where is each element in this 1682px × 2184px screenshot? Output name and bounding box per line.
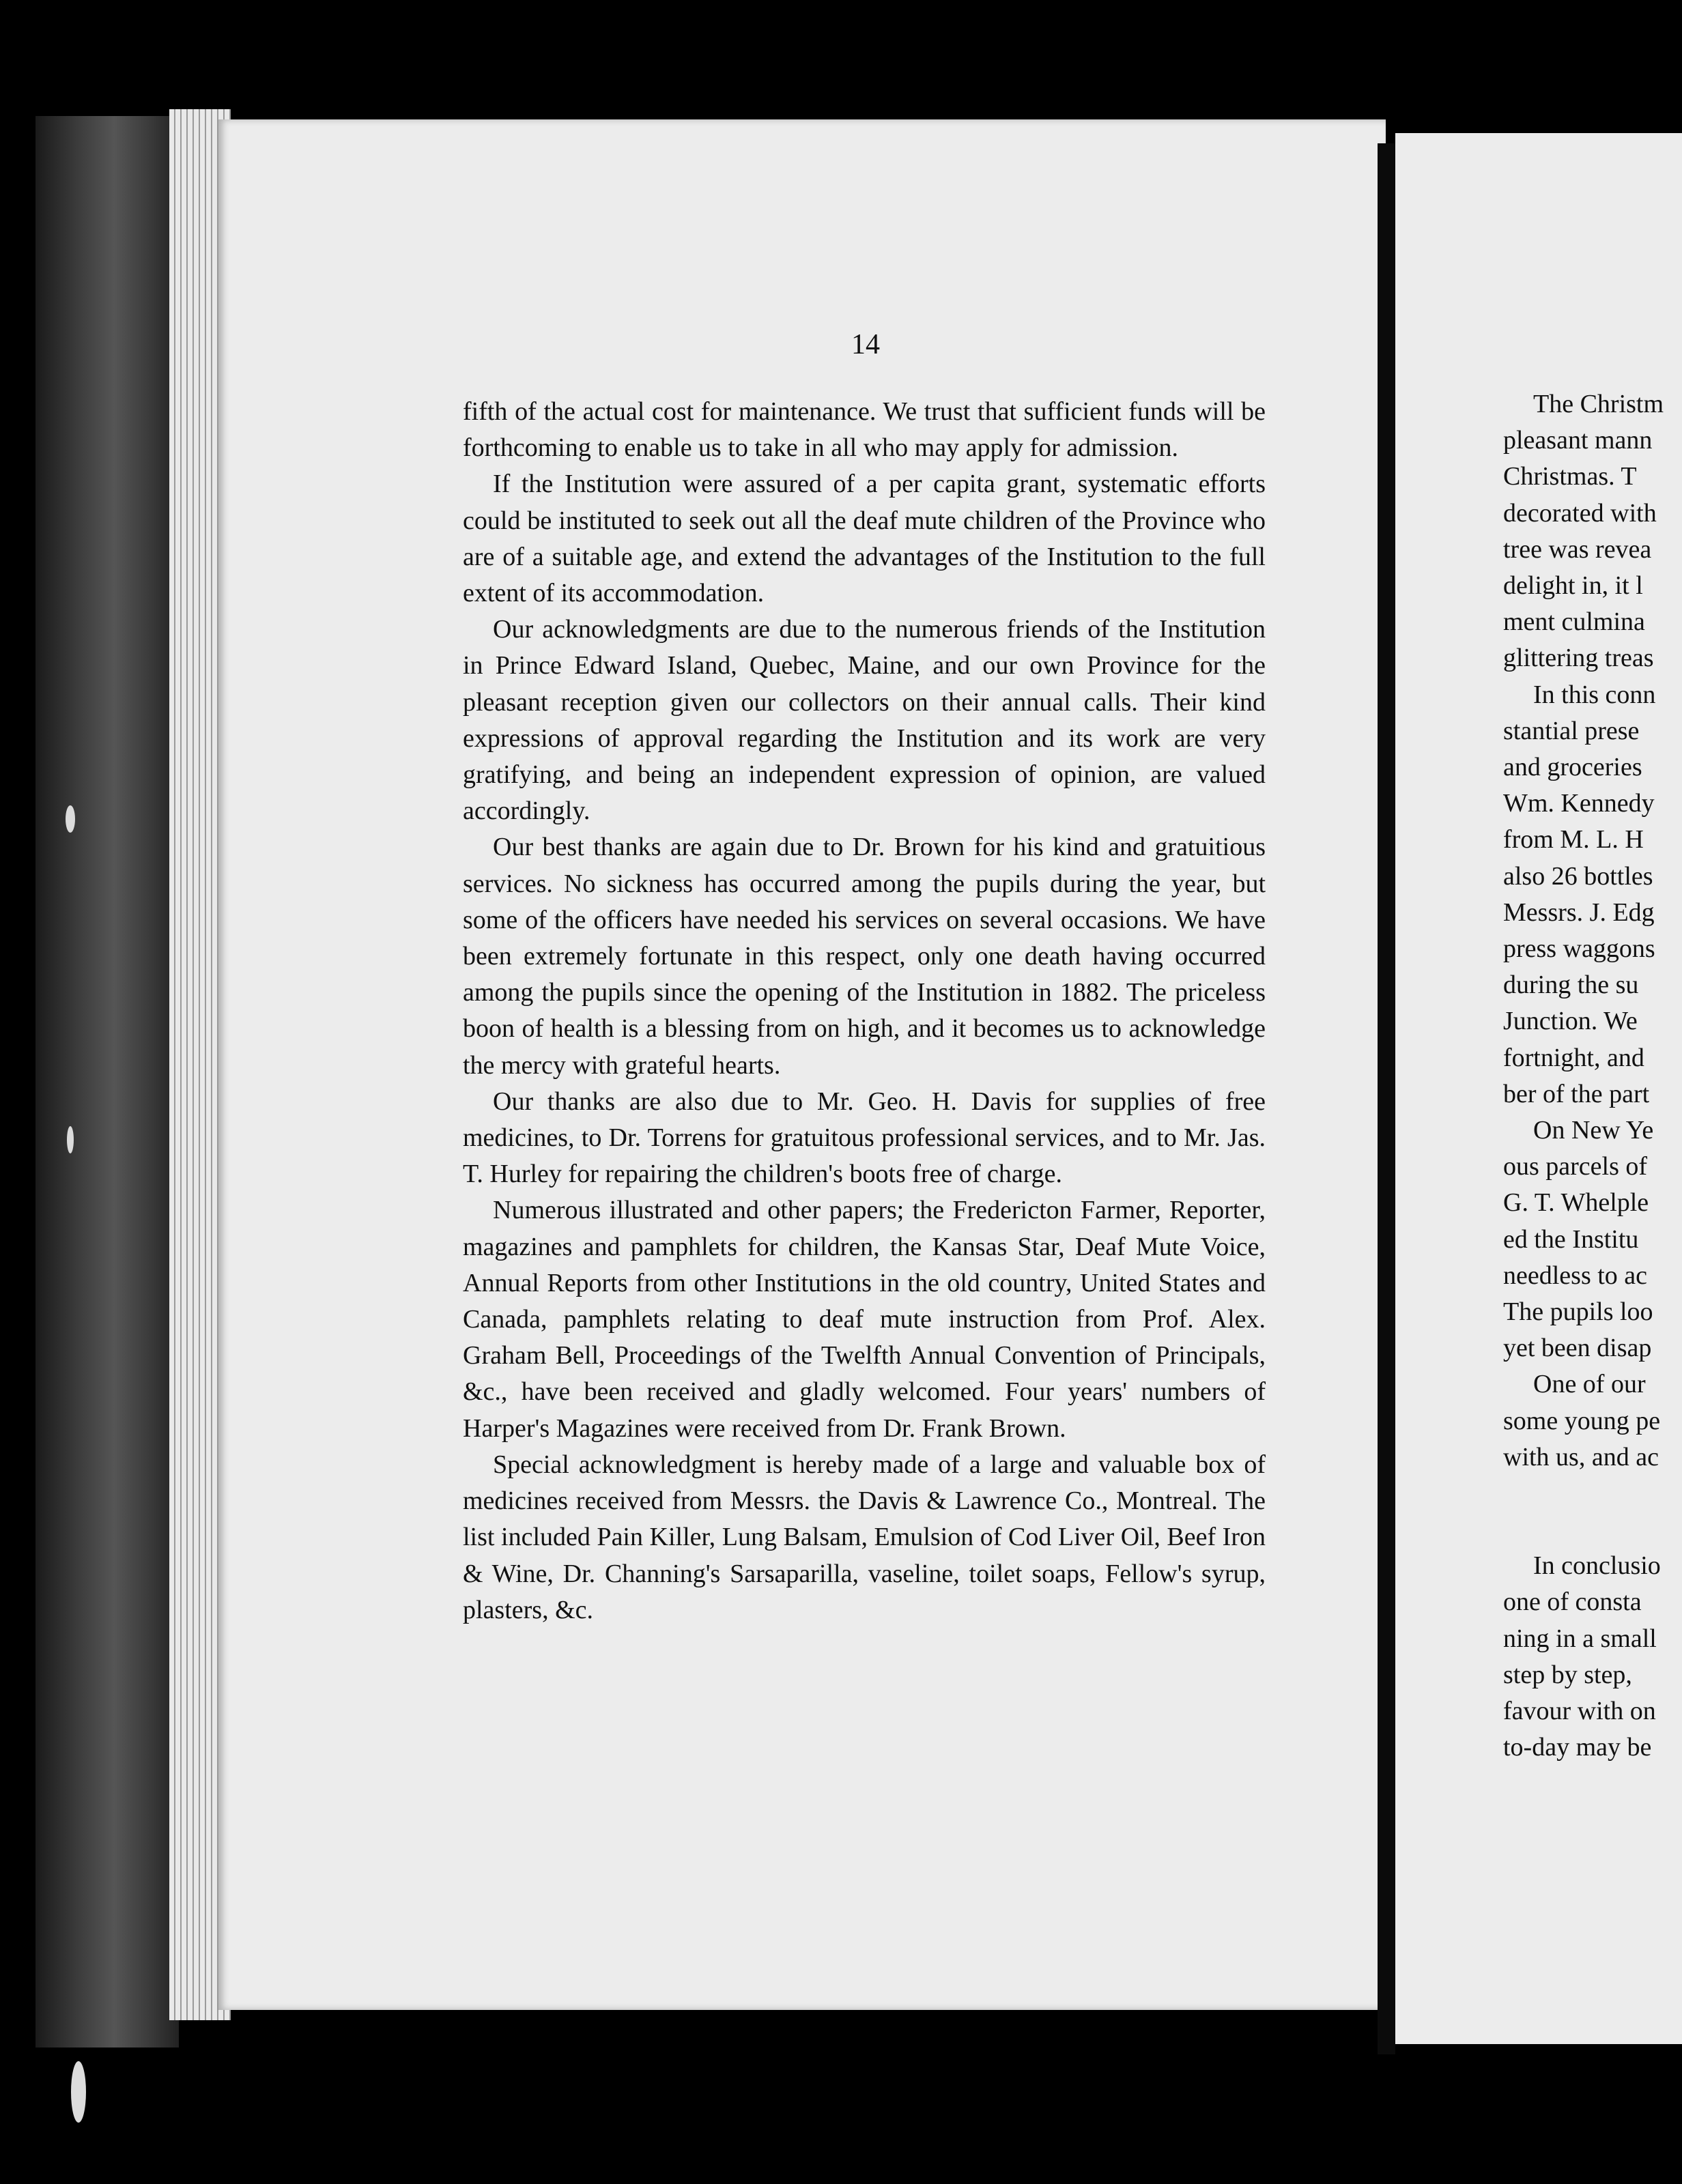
text-line: with us, and ac	[1503, 1442, 1659, 1471]
text-line: The pupils loo	[1503, 1297, 1653, 1327]
scan-speck	[67, 1126, 74, 1153]
text-line: G. T. Whelple	[1503, 1188, 1649, 1218]
text-line: also 26 bottles	[1503, 861, 1653, 891]
text-line: ment culmina	[1503, 607, 1645, 637]
text-line: fortnight, and	[1503, 1043, 1644, 1072]
text-line: from M. L. H	[1503, 825, 1644, 854]
paragraph: Our acknowledgments are due to the numerous friends of the Institution in Prince Edward Island, Quebec, Maine, and our own Province for the pleasant reception given our collectors on their annual calls. Their kind expressions of approval regarding the Institution and its work are very gratifying, and being an independent expression of opinion, are valued accordingly.	[463, 615, 1266, 826]
text-line: tree was revea	[1503, 534, 1652, 564]
text-line: glittering treas	[1503, 644, 1654, 673]
paragraph: Numerous illustrated and other papers; the Fredericton Farmer, Reporter, magazines and pamphlets for children, the Kansas Star, Deaf Mute Voice, Annual Reports from other Institutions in the old country, United States and Canada, pamphlets relating to deaf mute instruction from Prof. Alex. Graham Bell, Proceedings of the Twelfth Annual Convention of Principals, &c., have been received and gladly welcomed. Four years' numbers of Harper's Magazines were received from Dr. Frank Brown.	[463, 1196, 1266, 1443]
text-line: pleasant mann	[1503, 426, 1653, 455]
text-line: In this conn	[1533, 680, 1656, 709]
text-line: ed the Institu	[1503, 1224, 1639, 1254]
text-line: step by step,	[1503, 1660, 1632, 1689]
text-line: Messrs. J. Edg	[1503, 897, 1655, 927]
text-line: favour with on	[1503, 1696, 1656, 1725]
text-line: stantial prese	[1503, 716, 1640, 745]
text-line: Wm. Kennedy	[1503, 789, 1655, 818]
text-line: and groceries	[1503, 753, 1642, 782]
text-line: ning in a small	[1503, 1624, 1657, 1653]
text-line: On New Ye	[1533, 1116, 1654, 1145]
scan-speck	[71, 2061, 86, 2123]
text-line: to-day may be	[1503, 1733, 1652, 1762]
text-line: The Christm	[1533, 390, 1664, 418]
text-line: one of consta	[1503, 1587, 1642, 1617]
text-line: press waggons	[1503, 934, 1655, 964]
page-body	[463, 394, 1266, 1628]
text-line: In conclusio	[1533, 1551, 1661, 1581]
text-line: Junction. We	[1503, 1007, 1638, 1036]
text-line: Christmas. T	[1503, 462, 1637, 491]
scan-speck	[66, 805, 75, 833]
section-gap	[1503, 1476, 1682, 1548]
text-line: yet been disap	[1503, 1334, 1652, 1363]
text-line: needless to ac	[1503, 1261, 1648, 1290]
book-cover-edge	[35, 116, 179, 2048]
text-line: delight in, it l	[1503, 571, 1643, 601]
text-line: some young pe	[1503, 1406, 1661, 1435]
paragraph: Our best thanks are again due to Dr. Brown for his kind and gratuitious services. No sickness has occurred among the pupils during the year, but some of the officers have needed his services on several occasions. We have been extremely fortunate in this respect, only one death having occurred among the pupils since the opening of the Institution in 1882. The priceless boon of health is a blessing from on high, and it becomes us to acknowledge the mercy with grateful hearts.	[463, 833, 1266, 1080]
paragraph: If the Institution were assured of a per capita grant, systematic efforts could be instituted to seek out all the deaf mute children of the Province who are of a suitable age, and extend the advantages of the Institution to the full extent of its accommodation.	[463, 470, 1266, 608]
paragraph: Special acknowledgment is hereby made of a large and valuable box of medicines received from Messrs. the Davis & Lawrence Co., Montreal. The list included Pain Killer, Lung Balsam, Emulsion of Cod Liver Oil, Beef Iron & Wine, Dr. Channing's Sarsaparilla, vaseline, toilet soaps, Fellow's syrup, plasters, &c.	[463, 1450, 1266, 1624]
paragraph: Our thanks are also due to Mr. Geo. H. Davis for supplies of free medicines, to Dr. Torrens for gratuitous professional services, and to Mr. Jas. T. Hurley for repairing the children's boots free of charge.	[463, 1087, 1266, 1189]
text-line: One of our	[1533, 1370, 1646, 1399]
paragraph: fifth of the actual cost for maintenance. We trust that sufficient funds will be forthcoming to enable us to take in all who may apply for admission.	[463, 397, 1266, 463]
page-number: 14	[851, 329, 880, 360]
text-line: ous parcels of	[1503, 1152, 1648, 1181]
facing-page-text	[1503, 386, 1682, 1766]
text-line: during the su	[1503, 971, 1639, 1000]
text-line: decorated with	[1503, 498, 1657, 528]
text-line: ber of the part	[1503, 1079, 1650, 1108]
book-gutter	[1378, 143, 1395, 2054]
